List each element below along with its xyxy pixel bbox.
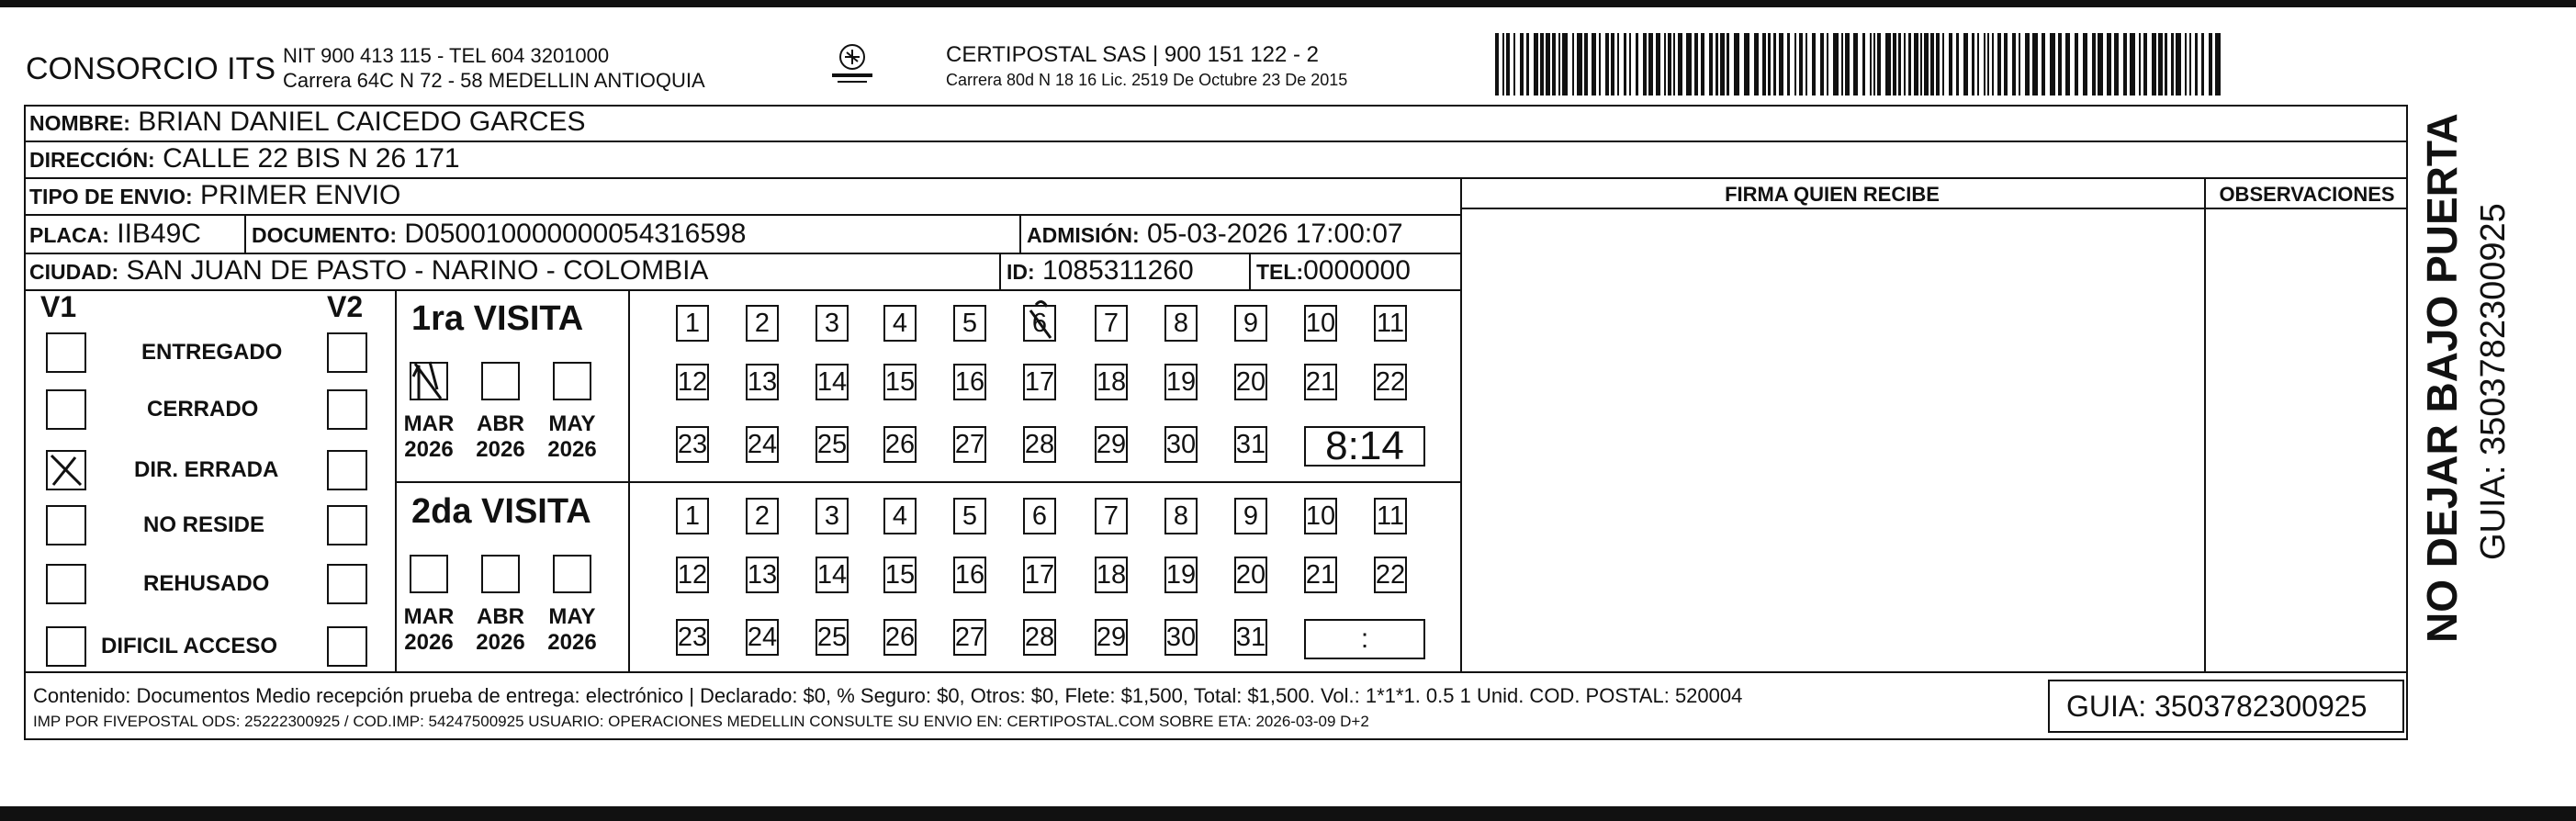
visit-title: 1ra VISITA: [411, 299, 584, 338]
barcode-bar: [2042, 33, 2045, 96]
time-field[interactable]: 8:14: [1304, 426, 1425, 467]
bottom-border: [0, 806, 2576, 821]
observaciones-header: OBSERVACIONES: [2219, 183, 2395, 206]
day-cell[interactable]: 5: [953, 498, 986, 534]
barcode: [1495, 33, 2230, 97]
barcode-bar: [1787, 33, 1790, 96]
documento-value: D050010000000054316598: [404, 219, 747, 249]
month-checkbox[interactable]: [553, 555, 591, 593]
barcode-bar: [1678, 33, 1682, 96]
barcode-bar: [1592, 33, 1596, 96]
v2-checkbox[interactable]: [327, 626, 367, 667]
day-cell[interactable]: 21: [1304, 557, 1337, 593]
guia-footer: GUIA: 3503782300925: [2066, 690, 2368, 723]
barcode-bar: [1664, 33, 1666, 96]
barcode-bar: [1656, 33, 1660, 96]
day-cell[interactable]: 23: [676, 426, 709, 463]
top-border: [0, 0, 2576, 7]
day-cell[interactable]: 1: [676, 305, 709, 342]
status-label: NO RESIDE: [143, 512, 265, 537]
barcode-bar: [1720, 33, 1725, 96]
month-checkbox[interactable]: [410, 555, 448, 593]
day-cell[interactable]: 10: [1304, 498, 1337, 534]
barcode-bar: [2201, 33, 2204, 96]
day-cell[interactable]: 25: [816, 619, 849, 656]
day-cell[interactable]: 31: [1234, 426, 1267, 463]
barcode-bar: [1526, 33, 1529, 96]
barcode-bar: [1727, 33, 1729, 96]
barcode-bar: [1599, 33, 1601, 96]
day-cell[interactable]: 2: [746, 498, 779, 534]
barcode-bar: [2185, 33, 2187, 96]
ciudad-value: SAN JUAN DE PASTO - NARINO - COLOMBIA: [126, 255, 709, 286]
direccion-row: DIRECCIÓN: CALLE 22 BIS N 26 171: [29, 143, 460, 174]
col-divider: [1019, 214, 1021, 253]
row-divider: [24, 214, 1461, 216]
day-cell[interactable]: 7: [1095, 498, 1128, 534]
barcode-bar: [1694, 33, 1698, 96]
id-value: 1085311260: [1042, 255, 1194, 286]
day-cell[interactable]: 12: [676, 364, 709, 400]
barcode-bar: [2025, 33, 2030, 96]
barcode-bar: [1805, 33, 1807, 96]
barcode-bar: [1643, 33, 1647, 96]
visit-divider: [395, 289, 397, 671]
month-label: [473, 604, 528, 656]
day-cell[interactable]: 13: [746, 557, 779, 593]
month-year: 2026: [476, 630, 525, 655]
documento-row: DOCUMENTO: D050010000000054316598: [252, 219, 747, 249]
v1-header: V1: [40, 290, 77, 323]
day-cell[interactable]: 14: [816, 364, 849, 400]
day-cell[interactable]: 4: [883, 305, 917, 342]
barcode-bar: [1768, 33, 1771, 96]
day-cell[interactable]: 28: [1023, 619, 1056, 656]
tipo-row: TIPO DE ENVIO: PRIMER ENVIO: [29, 180, 401, 210]
address-line: Carrera 64C N 72 - 58 MEDELLIN ANTIOQUIA: [283, 69, 705, 92]
barcode-bar: [1977, 33, 1979, 96]
barcode-bar: [1870, 33, 1872, 96]
day-cell[interactable]: 27: [953, 426, 986, 463]
barcode-bar: [1936, 33, 1940, 96]
v1-checkbox[interactable]: [46, 505, 86, 545]
barcode-bar: [1648, 33, 1653, 96]
barcode-bar: [2004, 33, 2008, 96]
month-label: [473, 411, 528, 463]
barcode-bar: [2215, 33, 2221, 96]
barcode-bar: [1611, 33, 1614, 96]
day-cell[interactable]: 8: [1164, 305, 1198, 342]
barcode-bar: [1673, 33, 1675, 96]
barcode-bar: [1885, 33, 1891, 96]
col-divider: [244, 214, 246, 253]
barcode-bar: [1520, 33, 1524, 96]
day-cell[interactable]: 11: [1374, 305, 1407, 342]
month-name: MAY: [548, 411, 596, 436]
v1-checkbox[interactable]: [46, 626, 86, 667]
barcode-bar: [1709, 33, 1713, 96]
day-cell[interactable]: 12: [676, 557, 709, 593]
barcode-bar: [1908, 33, 1911, 96]
barcode-bar: [1949, 33, 1952, 96]
barcode-bar: [2050, 33, 2055, 96]
month-label: [545, 604, 600, 656]
day-cell[interactable]: 9: [1234, 498, 1267, 534]
col-divider: [999, 253, 1001, 289]
barcode-bar: [1540, 33, 1544, 96]
day-cell[interactable]: 3: [816, 305, 849, 342]
day-cell[interactable]: 19: [1164, 364, 1198, 400]
barcode-bar: [1956, 33, 1959, 96]
barcode-bar: [1617, 33, 1619, 96]
day-cell[interactable]: 28: [1023, 426, 1056, 463]
barcode-bar: [2065, 33, 2070, 96]
day-cell[interactable]: 1: [676, 498, 709, 534]
day-cell[interactable]: 18: [1095, 557, 1128, 593]
barcode-bar: [1877, 33, 1881, 96]
month-year: 2026: [404, 437, 454, 462]
barcode-bar: [1972, 33, 1974, 96]
day-cell[interactable]: 5: [953, 305, 986, 342]
barcode-bar: [1546, 33, 1550, 96]
observaciones-area[interactable]: [2206, 209, 2406, 669]
v1-checkbox[interactable]: [46, 389, 86, 430]
barcode-bar: [1914, 33, 1918, 96]
v2-checkbox[interactable]: [327, 332, 367, 373]
barcode-bar: [2165, 33, 2167, 96]
barcode-bar: [1534, 33, 1538, 96]
status-label: REHUSADO: [143, 571, 270, 596]
barcode-bar: [1930, 33, 1934, 96]
day-cell[interactable]: 3: [816, 498, 849, 534]
day-cell[interactable]: 13: [746, 364, 779, 400]
status-label: DIR. ERRADA: [134, 457, 279, 482]
contenido-text: Contenido: Documentos Medio recepción prueba de entrega: electrónico | Declarado: $0, % Seguro: $0, Otros: $0, Flete: $1,500, Total: $1,500. Vol.: 1*1*1. 0.5 1 Unid. COD. POSTAL: 520004: [33, 684, 1743, 707]
day-cell[interactable]: 16: [953, 557, 986, 593]
day-cell[interactable]: 24: [746, 619, 779, 656]
day-cell[interactable]: 14: [816, 557, 849, 593]
barcode-bar: [2139, 33, 2141, 96]
day-cell[interactable]: 31: [1234, 619, 1267, 656]
day-cell[interactable]: 15: [883, 557, 917, 593]
day-cell[interactable]: 22: [1374, 557, 1407, 593]
visit-divider: [395, 481, 1460, 483]
day-cell[interactable]: 20: [1234, 557, 1267, 593]
side-guia: GUIA: 3503782300925: [2474, 203, 2513, 560]
day-cell[interactable]: 24: [746, 426, 779, 463]
nombre-row: NOMBRE: BRIAN DANIEL CAICEDO GARCES: [29, 107, 586, 137]
barcode-bar: [1744, 33, 1749, 96]
barcode-bar: [1893, 33, 1896, 96]
direccion-value: CALLE 22 BIS N 26 171: [163, 143, 460, 174]
placa-value: IIB49C: [117, 219, 201, 249]
day-cell[interactable]: 29: [1095, 619, 1128, 656]
barcode-bar: [1754, 33, 1759, 96]
row-divider: [24, 253, 1461, 254]
day-cell[interactable]: 6: [1023, 498, 1056, 534]
barcode-bar: [1624, 33, 1626, 96]
barcode-bar: [2098, 33, 2103, 96]
month-name: MAY: [548, 604, 596, 629]
day-cell[interactable]: 9: [1234, 305, 1267, 342]
month-name: MAR: [403, 411, 455, 436]
v2-header: V2: [327, 290, 364, 323]
day-cell[interactable]: 2: [746, 305, 779, 342]
barcode-bar: [1577, 33, 1582, 96]
barcode-bar: [2058, 33, 2062, 96]
month-year: 2026: [404, 630, 454, 655]
status-label: CERRADO: [147, 397, 259, 422]
day-cell[interactable]: 20: [1234, 364, 1267, 400]
day-cell[interactable]: 26: [883, 619, 917, 656]
v1-checkbox[interactable]: [46, 450, 86, 490]
barcode-bar: [1715, 33, 1718, 96]
day-cell[interactable]: 17: [1023, 364, 1056, 400]
v2-checkbox[interactable]: [327, 389, 367, 430]
day-cell[interactable]: 25: [816, 426, 849, 463]
footer-divider: [24, 671, 2408, 673]
barcode-bar: [2019, 33, 2020, 96]
barcode-bar: [2123, 33, 2127, 96]
day-cell[interactable]: 18: [1095, 364, 1128, 400]
barcode-bar: [2107, 33, 2111, 96]
v1-checkbox[interactable]: [46, 332, 86, 373]
barcode-bar: [1827, 33, 1828, 96]
day-cell[interactable]: 17: [1023, 557, 1056, 593]
v2-checkbox[interactable]: [327, 450, 367, 490]
barcode-bar: [1701, 33, 1704, 96]
barcode-bar: [1572, 33, 1574, 96]
barcode-bar: [2176, 33, 2181, 96]
id-row: ID: 1085311260: [1007, 255, 1194, 286]
day-cell[interactable]: 30: [1164, 426, 1198, 463]
day-cell[interactable]: 7: [1095, 305, 1128, 342]
barcode-bar: [1668, 33, 1671, 96]
time-field[interactable]: :: [1304, 619, 1425, 659]
barcode-bar: [2171, 33, 2174, 96]
month-checkbox[interactable]: [481, 555, 520, 593]
barcode-bar: [1779, 33, 1783, 96]
month-label: [545, 411, 600, 463]
nit-line: NIT 900 413 115 - TEL 604 3201000: [283, 44, 610, 67]
barcode-bar: [1833, 33, 1839, 96]
day-cell[interactable]: 21: [1304, 364, 1337, 400]
month-label: [401, 604, 456, 656]
ciudad-row: CIUDAD: SAN JUAN DE PASTO - NARINO - COLOMBIA: [29, 255, 709, 286]
barcode-bar: [1558, 33, 1560, 96]
day-cell[interactable]: 10: [1304, 305, 1337, 342]
barcode-bar: [1636, 33, 1638, 96]
v2-checkbox[interactable]: [327, 505, 367, 545]
admision-value: 05-03-2026 17:00:07: [1147, 219, 1403, 249]
imp-text: IMP POR FIVEPOSTAL ODS: 25222300925 / COD.IMP: 54247500925 USUARIO: OPERACIONES MEDELLIN CONSULTE SU ENVIO EN: CERTIPOSTAL.COM SOBRE ETA: 2026-03-09 D+2: [33, 713, 1369, 730]
barcode-bar: [1762, 33, 1766, 96]
barcode-bar: [2092, 33, 2096, 96]
barcode-bar: [1853, 33, 1858, 96]
barcode-bar: [2152, 33, 2156, 96]
barcode-bar: [2195, 33, 2198, 96]
barcode-bar: [1686, 33, 1692, 96]
day-cell[interactable]: 19: [1164, 557, 1198, 593]
barcode-bar: [1898, 33, 1901, 96]
barcode-bar: [1506, 33, 1510, 96]
day-cell[interactable]: 23: [676, 619, 709, 656]
month-checkbox[interactable]: [410, 362, 448, 400]
day-cell[interactable]: 29: [1095, 426, 1128, 463]
barcode-bar: [1812, 33, 1816, 96]
barcode-bar: [1605, 33, 1609, 96]
barcode-bar: [1992, 33, 1994, 96]
firma-area[interactable]: [1462, 209, 2202, 669]
barcode-bar: [1773, 33, 1776, 96]
month-label: [401, 411, 456, 463]
barcode-bar: [1495, 33, 1499, 96]
month-year: 2026: [547, 437, 597, 462]
barcode-bar: [1862, 33, 1865, 96]
barcode-bar: [1904, 33, 1906, 96]
certipostal-line1: CERTIPOSTAL SAS | 900 151 122 - 2: [946, 42, 1319, 67]
barcode-bar: [2114, 33, 2119, 96]
barcode-bar: [1873, 33, 1875, 96]
month-year: 2026: [476, 437, 525, 462]
row-divider: [24, 141, 2408, 142]
barcode-bar: [1987, 33, 1989, 96]
month-name: MAR: [403, 604, 455, 629]
firma-header: FIRMA QUIEN RECIBE: [1725, 183, 1940, 206]
day-cell[interactable]: 22: [1374, 364, 1407, 400]
barcode-bar: [1562, 33, 1568, 96]
day-cell[interactable]: 16: [953, 364, 986, 400]
barcode-bar: [2158, 33, 2163, 96]
barcode-bar: [2075, 33, 2078, 96]
status-label: DIFICIL ACCESO: [101, 634, 278, 658]
barcode-bar: [2143, 33, 2147, 96]
day-cell[interactable]: 27: [953, 619, 986, 656]
day-cell[interactable]: 8: [1164, 498, 1198, 534]
barcode-bar: [1552, 33, 1556, 96]
month-year: 2026: [547, 630, 597, 655]
certipostal-logo: [828, 40, 876, 92]
month-name: ABR: [477, 604, 524, 629]
barcode-bar: [2032, 33, 2038, 96]
month-checkbox[interactable]: [553, 362, 591, 400]
v1-checkbox[interactable]: [46, 564, 86, 604]
day-cell[interactable]: 4: [883, 498, 917, 534]
barcode-bar: [1794, 33, 1796, 96]
barcode-bar: [1997, 33, 2001, 96]
tel-row: TEL:0000000: [1256, 255, 1411, 286]
day-cell[interactable]: 6: [1023, 305, 1056, 342]
barcode-bar: [1942, 33, 1944, 96]
barcode-bar: [1845, 33, 1850, 96]
barcode-bar: [1799, 33, 1803, 96]
barcode-bar: [1820, 33, 1824, 96]
month-checkbox[interactable]: [481, 362, 520, 400]
barcode-bar: [1963, 33, 1968, 96]
side-title: NO DEJAR BAJO PUERTA: [2418, 113, 2466, 643]
barcode-bar: [1502, 33, 1504, 96]
certipostal-line2: Carrera 80d N 18 16 Lic. 2519 De Octubre 23 De 2015: [946, 71, 1348, 89]
barcode-bar: [1924, 33, 1929, 96]
nombre-value: BRIAN DANIEL CAICEDO GARCES: [138, 107, 586, 137]
barcode-bar: [2209, 33, 2212, 96]
barcode-bar: [2189, 33, 2191, 96]
barcode-bar: [2130, 33, 2135, 96]
day-cell[interactable]: 11: [1374, 498, 1407, 534]
barcode-bar: [1629, 33, 1631, 96]
day-cell[interactable]: 30: [1164, 619, 1198, 656]
month-name: ABR: [477, 411, 524, 436]
status-label: ENTREGADO: [141, 340, 283, 365]
visit-divider: [628, 289, 630, 671]
row-divider: [24, 177, 2408, 179]
barcode-bar: [2012, 33, 2016, 96]
barcode-bar: [1734, 33, 1739, 96]
barcode-bar: [1841, 33, 1843, 96]
col-divider: [1249, 253, 1251, 289]
barcode-bar: [1920, 33, 1922, 96]
company-name: CONSORCIO ITS: [26, 51, 276, 86]
visit-title: 2da VISITA: [411, 492, 591, 531]
barcode-bar: [2083, 33, 2087, 96]
v2-checkbox[interactable]: [327, 564, 367, 604]
admision-row: ADMISIÓN: 05-03-2026 17:00:07: [1027, 219, 1403, 249]
barcode-bar: [1984, 33, 1985, 96]
tel-value: 0000000: [1303, 255, 1411, 286]
day-cell[interactable]: 26: [883, 426, 917, 463]
tipo-value: PRIMER ENVIO: [199, 180, 401, 210]
row-divider: [24, 289, 1461, 291]
barcode-bar: [1584, 33, 1588, 96]
barcode-bar: [1513, 33, 1515, 96]
placa-row: PLACA: IIB49C: [29, 219, 201, 249]
day-cell[interactable]: 15: [883, 364, 917, 400]
